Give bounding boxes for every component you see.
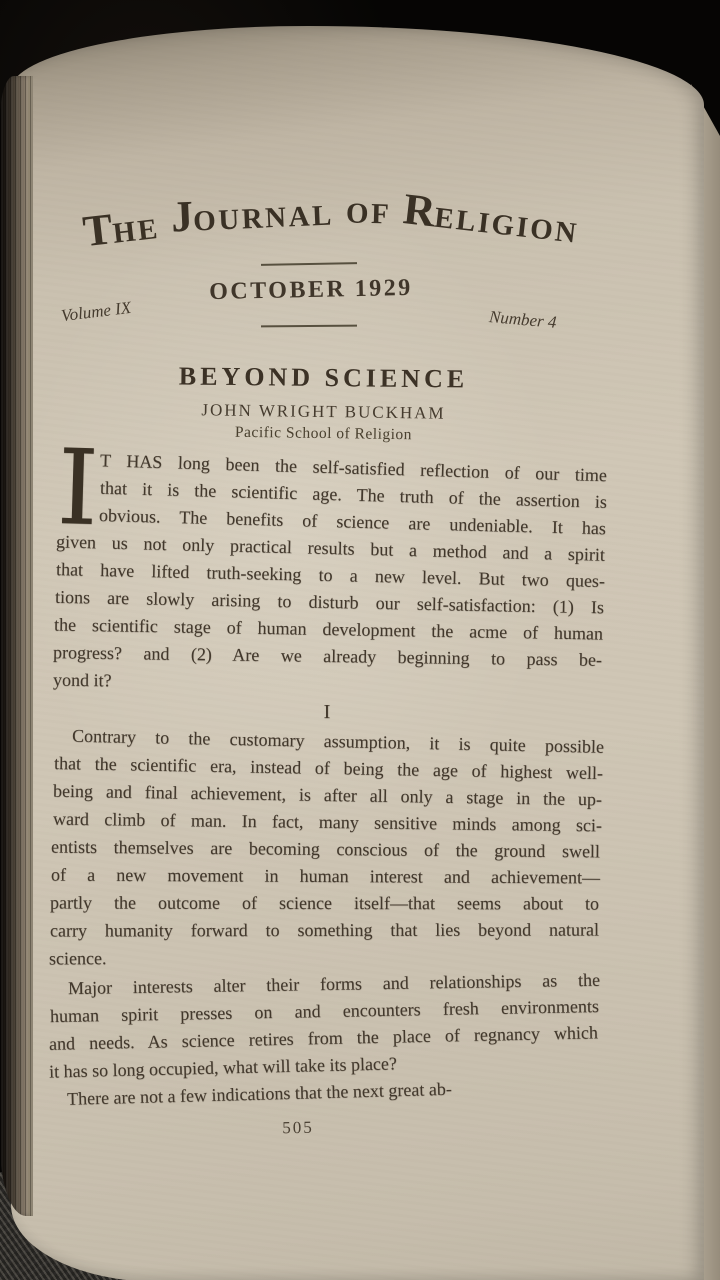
text-line: that the scientific era, instead of being the age of highest well-: [53, 752, 604, 784]
masthead-rule-top: [261, 262, 357, 266]
text-line: it has so long occupied, what will take its place?: [48, 1053, 398, 1082]
text-line: ward climb of man. In fact, many sensitive minds among sci-: [52, 808, 603, 836]
paragraph-4: [53, 1078, 602, 1109]
text-line: Contrary to the customary assumption, it is quite possible: [71, 725, 605, 757]
page-number: 505: [282, 1117, 314, 1138]
author-affiliation: Pacific School of Religion: [234, 423, 413, 444]
text-line: given us not only practical results but a method and a spirit: [55, 531, 606, 565]
journal-page: [11, 26, 704, 1280]
paragraph-2: [48, 725, 605, 971]
masthead-rule-bottom: [261, 325, 357, 328]
text-line: the scientific stage of human development the acme of human: [53, 614, 604, 644]
text-line: yond it?: [52, 669, 112, 691]
section-heading: I: [323, 701, 332, 723]
text-line: tions are slowly arising to disturb our self-satisfaction: (1) Is: [54, 586, 605, 618]
text-line: that have lifted truth-seeking to a new level. But two ques-: [55, 559, 606, 592]
text-line: science.: [48, 948, 107, 969]
journal-title-word-the: T HE: [79, 204, 161, 257]
drop-cap: I: [55, 426, 101, 550]
journal-masthead: [51, 184, 611, 257]
text-line: Major interests alter their forms and relationships as the: [67, 969, 601, 999]
text-line: obvious. The benefits of science are undeniable. It has: [98, 505, 607, 539]
text-line: There are not a few indications that the next great ab-: [66, 1078, 453, 1109]
text-line: progress? and (2) Are we already beginning to pass be-: [52, 642, 603, 670]
journal-title-word-of: OF: [345, 197, 392, 231]
volume-label: Volume IX: [60, 297, 133, 326]
paragraph-3: [48, 969, 602, 1082]
article-author: JOHN WRIGHT BUCKHAM: [201, 400, 446, 423]
text-line: entists themselves are becoming conscious of the ground swell: [50, 836, 601, 862]
text-line: that it is the scientific age. The truth of the assertion is: [99, 477, 608, 512]
text-line: of a new movement in human interest and achievement—: [50, 864, 601, 888]
article-title: BEYOND SCIENCE: [178, 361, 469, 394]
issue-date: OCTOBER 1929: [208, 274, 414, 306]
journal-title-word-journal: J OURNAL: [169, 191, 335, 242]
text-line: and needs. As science retires from the place of regnancy which: [48, 1022, 599, 1054]
text-line: partly the outcome of science itself—that seems about to: [49, 892, 600, 914]
text-line: being and final achievement, is after all only a stage in the up-: [52, 780, 603, 810]
number-label: Number 4: [488, 307, 558, 332]
text-line: human spirit presses on and encounters fresh environments: [49, 996, 600, 1027]
journal-title-word-religion: R ELIGION: [400, 184, 581, 250]
book-page-edges: [0, 76, 33, 1216]
text-line-content: T HAS long been the self-satisfied reflection of our time: [99, 450, 608, 486]
text-line: carry humanity forward to something that lies beyond natural: [49, 919, 600, 941]
